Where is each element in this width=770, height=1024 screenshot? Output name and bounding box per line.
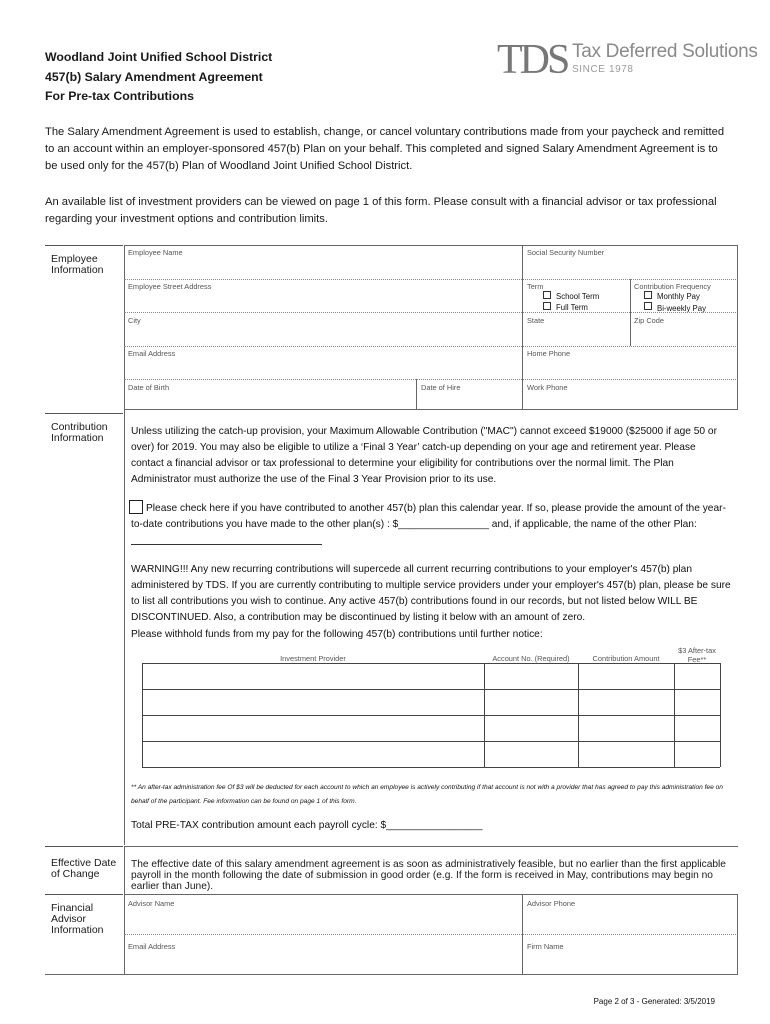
intro-paragraph-1: The Salary Amendment Agreement is used to establish, change, or cancel voluntary contributions made from your paycheck and remitted to an account within an employer-sponsored 457(b) Plan on your behalf. This completed and signed Salary Amendment Agreement is to be used only for the 457(b) Plan of Woodland Joint Unified School District. <box>45 126 725 172</box>
warning-paragraph: WARNING!!! Any new recurring contributions will supercede all current recurring contributions to your employer's 457(b) plan administered by TDS. If you are currently contributing to multiple service providers under your employer's 457(b) plan, please be sure to list all contributions you wish to continue. Any active 457(b) contributions found in our records, but not listed below WILL BE DISCONTINUED. Also, a contribution may be discontinued by listing it below with an amount of zero. <box>131 564 731 623</box>
section-divider <box>45 413 123 414</box>
school-term-checkbox[interactable] <box>543 291 551 299</box>
form-title: 457(b) Salary Amendment Agreement <box>45 70 263 84</box>
account-cell[interactable] <box>485 664 578 689</box>
work-phone-field[interactable] <box>522 379 737 409</box>
advisor-phone-label: Advisor Phone <box>527 899 576 908</box>
firm-name-label: Firm Name <box>527 942 564 951</box>
date-of-birth-label: Date of Birth <box>128 383 170 392</box>
ssn-label: Social Security Number <box>527 248 605 257</box>
contribution-amount-header: Contribution Amount <box>592 654 660 663</box>
street-address-label: Employee Street Address <box>128 282 212 291</box>
amount-cell[interactable] <box>579 716 674 741</box>
account-number-header: Account No. (Required) <box>492 654 570 663</box>
biweekly-pay-option: Bi-weekly Pay <box>657 304 706 313</box>
fee-cell[interactable] <box>675 664 720 689</box>
form-right-border <box>737 245 738 409</box>
home-phone-field[interactable] <box>522 346 737 379</box>
row-divider <box>124 846 738 847</box>
advisor-email-label: Email Address <box>128 942 176 951</box>
amount-cell[interactable] <box>579 664 674 689</box>
form-bottom-border <box>45 974 738 975</box>
section-divider <box>45 846 123 847</box>
date-of-birth-field[interactable] <box>124 379 416 409</box>
district-title: Woodland Joint Unified School District <box>45 50 273 64</box>
account-cell[interactable] <box>485 690 578 715</box>
provider-cell[interactable] <box>143 716 484 741</box>
biweekly-pay-checkbox[interactable] <box>644 302 652 310</box>
section-divider <box>45 245 123 246</box>
monthly-pay-option: Monthly Pay <box>657 292 700 301</box>
advisor-phone-field[interactable] <box>522 894 737 934</box>
provider-cell[interactable] <box>143 664 484 689</box>
term-label: Term <box>527 282 544 291</box>
full-term-option: Full Term <box>556 303 588 312</box>
account-cell[interactable] <box>485 716 578 741</box>
advisor-email-field[interactable] <box>124 934 522 974</box>
state-field[interactable] <box>522 312 630 346</box>
page-footer: Page 2 of 3 - Generated: 3/5/2019 <box>593 997 715 1006</box>
intro-paragraph-2: An available list of investment providers can be viewed on page 1 of this form. Please consult with a financial advisor or tax professional regarding your investment options and contribution limits. <box>45 196 717 225</box>
form-left-border <box>124 409 125 845</box>
form-left-border <box>124 846 125 894</box>
account-cell[interactable] <box>485 742 578 767</box>
tds-logo-since: SINCE 1978 <box>572 64 634 75</box>
effective-date-section-label: Effective Date of Change <box>51 857 117 880</box>
withhold-instruction: Please withhold funds from my pay for the following 457(b) contributions until further notice: <box>131 629 543 640</box>
zip-code-label: Zip Code <box>634 316 664 325</box>
table-border <box>720 663 721 767</box>
date-of-hire-field[interactable] <box>416 379 522 409</box>
employee-name-label: Employee Name <box>128 248 183 257</box>
provider-cell[interactable] <box>143 742 484 767</box>
street-address-field[interactable] <box>124 279 522 312</box>
other-plan-text-line1: Please check here if you have contributed to another 457(b) plan this calendar year. If so, please provide the amount of the year- <box>146 503 726 514</box>
amount-cell[interactable] <box>579 690 674 715</box>
form-subtitle: For Pre-tax Contributions <box>45 89 194 103</box>
date-of-hire-label: Date of Hire <box>421 383 461 392</box>
email-label: Email Address <box>128 349 176 358</box>
zip-code-field[interactable] <box>630 312 737 346</box>
advisor-name-field[interactable] <box>124 894 522 934</box>
monthly-pay-checkbox[interactable] <box>644 291 652 299</box>
investment-provider-header: Investment Provider <box>280 654 346 663</box>
mac-paragraph: Unless utilizing the catch-up provision, your Maximum Allowable Contribution ("MAC") cannot exceed $19000 ($25000 if age 50 or over) for 2019. You may also be eligible to utilize a ‘Final 3 Year’ catch-up depending on your age and retirement year. Please contact a financial advisor or tax professional to determine your eligibility for contributions over the normal limit. The Plan Administrator must authorize the use of the Final 3 Year Provision prior to its use. <box>131 426 717 485</box>
fee-cell[interactable] <box>675 716 720 741</box>
fee-footnote: ** An after-tax administration fee Of $3 will be deducted for each account to which an employee is actively contributing if that account is not with a provider that has agreed to pay this administration fee on behalf of the participant. Fee information can be found on page 1 of this form. <box>131 784 723 805</box>
fee-cell[interactable] <box>675 742 720 767</box>
tds-logo-name: Tax Deferred Solutions <box>572 41 758 62</box>
after-tax-fee-header: $3 After-tax Fee** <box>678 646 716 664</box>
tds-logo-mark: TDS <box>497 37 568 83</box>
work-phone-label: Work Phone <box>527 383 568 392</box>
table-border <box>142 767 720 768</box>
contribution-section-label: Contribution Information <box>51 421 108 444</box>
effective-date-paragraph: The effective date of this salary amendment agreement is as soon as administratively feasible, but no earlier than the first applicable payroll in the month following the date of submission in good order (e.g. If the form is received in May, contributions may begin no earlier than June). <box>131 859 726 892</box>
other-plan-checkbox[interactable] <box>129 500 143 514</box>
row-divider <box>124 409 738 410</box>
employee-section-label: Employee Information <box>51 253 104 276</box>
advisor-section-label: Financial Advisor Information <box>51 902 104 936</box>
contribution-frequency-label: Contribution Frequency <box>634 282 711 291</box>
employee-name-field[interactable] <box>124 245 522 279</box>
provider-cell[interactable] <box>143 690 484 715</box>
city-field[interactable] <box>124 312 522 346</box>
school-term-option: School Term <box>556 292 600 301</box>
state-label: State <box>527 316 545 325</box>
other-plan-text-line2: to-date contributions you have made to the other plan(s) : $________________ and, if applicable, the name of the other Plan: <box>131 519 697 530</box>
fee-cell[interactable] <box>675 690 720 715</box>
full-term-checkbox[interactable] <box>543 302 551 310</box>
amount-cell[interactable] <box>579 742 674 767</box>
total-contribution-line: Total PRE-TAX contribution amount each payroll cycle: $_________________ <box>131 820 483 831</box>
ssn-field[interactable] <box>522 245 737 279</box>
section-divider <box>45 894 123 895</box>
email-field[interactable] <box>124 346 522 379</box>
home-phone-label: Home Phone <box>527 349 571 358</box>
firm-name-field[interactable] <box>522 934 737 974</box>
advisor-name-label: Advisor Name <box>128 899 175 908</box>
other-plan-name-field[interactable] <box>131 544 322 545</box>
city-label: City <box>128 316 141 325</box>
